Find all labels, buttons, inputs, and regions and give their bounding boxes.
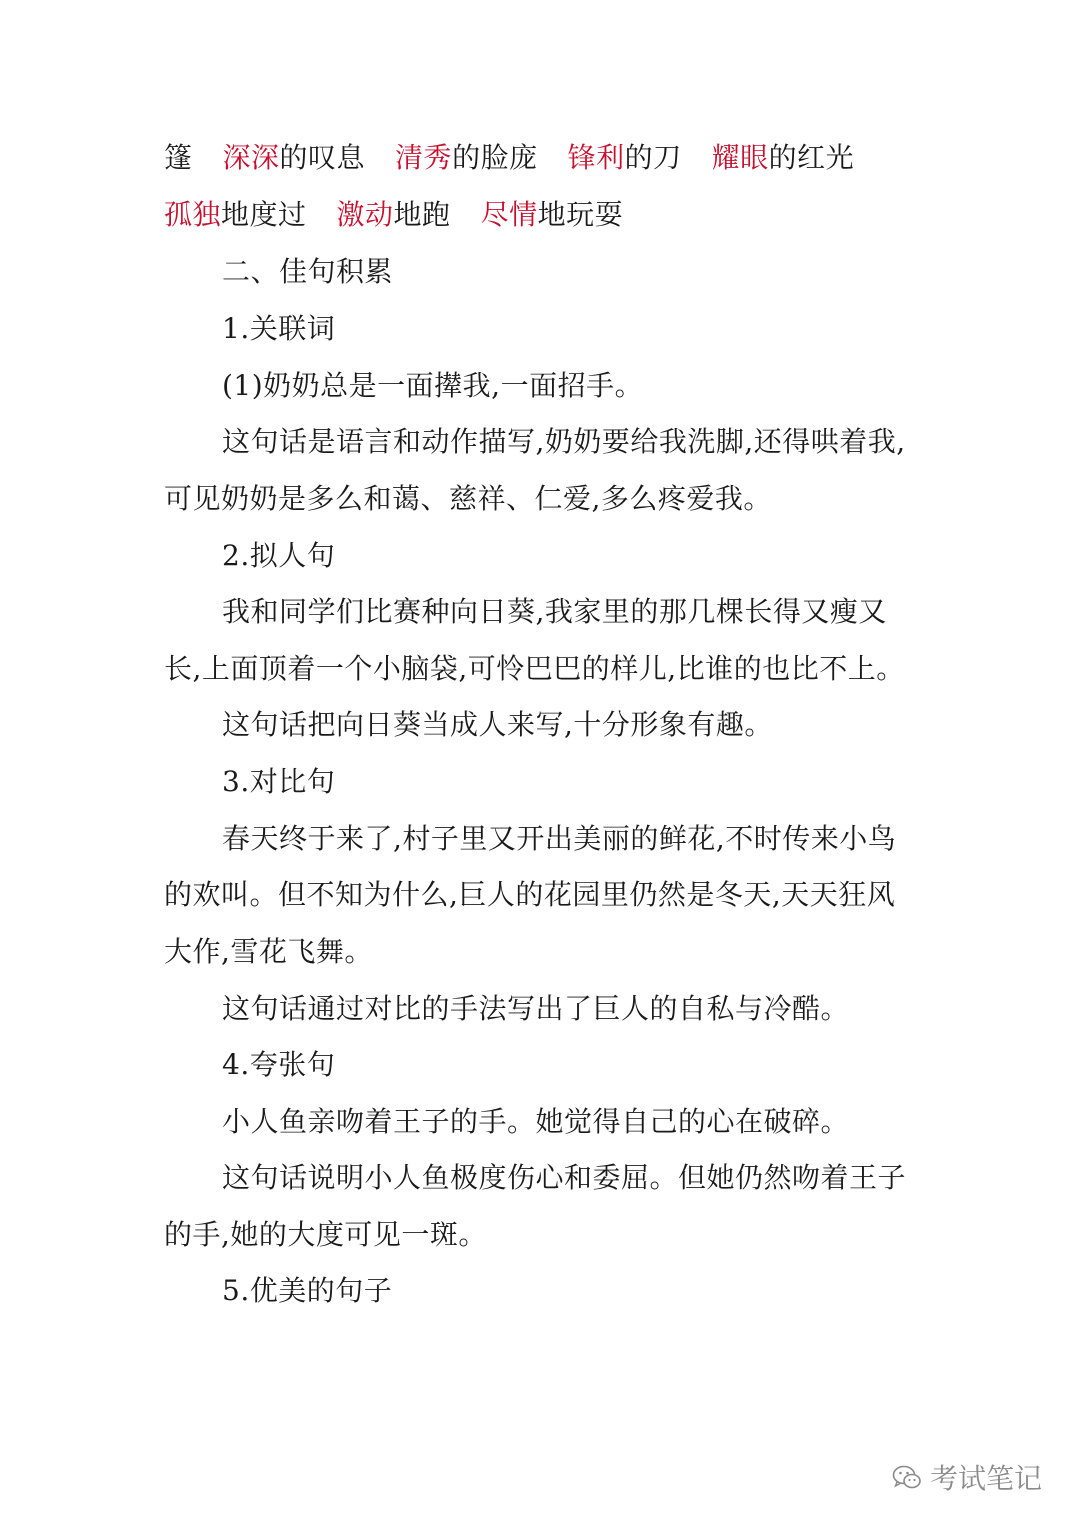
comment-text: 这句话把向日葵当成人来写,十分形象有趣。 xyxy=(222,708,773,741)
example-sentence: 大作,雪花飞舞。 xyxy=(164,935,373,968)
vocab-line-1 xyxy=(164,138,854,178)
comment-text: 这句话说明小人鱼极度伤心和委屈。但她仍然吻着王子 xyxy=(222,1161,907,1194)
watermark-text: 考试笔记 xyxy=(929,1462,1042,1495)
comment-text: 这句话是语言和动作描写,奶奶要给我洗脚,还得哄着我, xyxy=(222,425,906,458)
section-title: 二、佳句积累 xyxy=(222,255,394,288)
vocab-item: 锋利的刀 xyxy=(567,141,682,174)
vocab-item: 耀眼的红光 xyxy=(711,141,855,174)
heading-conjunctions: 1.关联词 xyxy=(222,312,336,345)
example-sentence: 的欢叫。但不知为什么,巨人的花园里仍然是冬天,天天狂风 xyxy=(164,878,896,911)
vocab-item: 清秀的脸庞 xyxy=(395,141,538,174)
example-sentence: 长,上面顶着一个小脑袋,可怜巴巴的样儿,比谁的也比不上。 xyxy=(164,652,905,685)
example-sentence: (1)奶奶总是一面撵我,一面招手。 xyxy=(222,369,644,402)
comment-text: 可见奶奶是多么和蔼、慈祥、仁爱,多么疼爱我。 xyxy=(164,482,772,515)
heading-beautiful-sentences: 5.优美的句子 xyxy=(222,1274,393,1307)
example-sentence: 我和同学们比赛种向日葵,我家里的那几棵长得又瘦又 xyxy=(222,595,887,628)
wechat-icon xyxy=(892,1464,922,1490)
heading-contrast: 3.对比句 xyxy=(222,765,336,798)
heading-hyperbole: 4.夸张句 xyxy=(222,1048,336,1081)
watermark xyxy=(892,1457,1042,1497)
vocab-item: 篷 xyxy=(164,141,193,174)
comment-text: 的手,她的大度可见一斑。 xyxy=(164,1218,487,1251)
vocab-item: 深深的叹息 xyxy=(222,141,366,174)
vocab-item: 孤独地度过 xyxy=(164,198,307,231)
heading-personification: 2.拟人句 xyxy=(222,539,336,572)
vocab-item: 激动地跑 xyxy=(336,198,451,231)
vocab-item: 尽情地玩耍 xyxy=(480,198,624,231)
vocab-line-2 xyxy=(164,195,623,235)
example-sentence: 春天终于来了,村子里又开出美丽的鲜花,不时传来小鸟 xyxy=(222,822,897,855)
comment-text: 这句话通过对比的手法写出了巨人的自私与冷酷。 xyxy=(222,992,850,1025)
example-sentence: 小人鱼亲吻着王子的手。她觉得自己的心在破碎。 xyxy=(222,1105,850,1138)
